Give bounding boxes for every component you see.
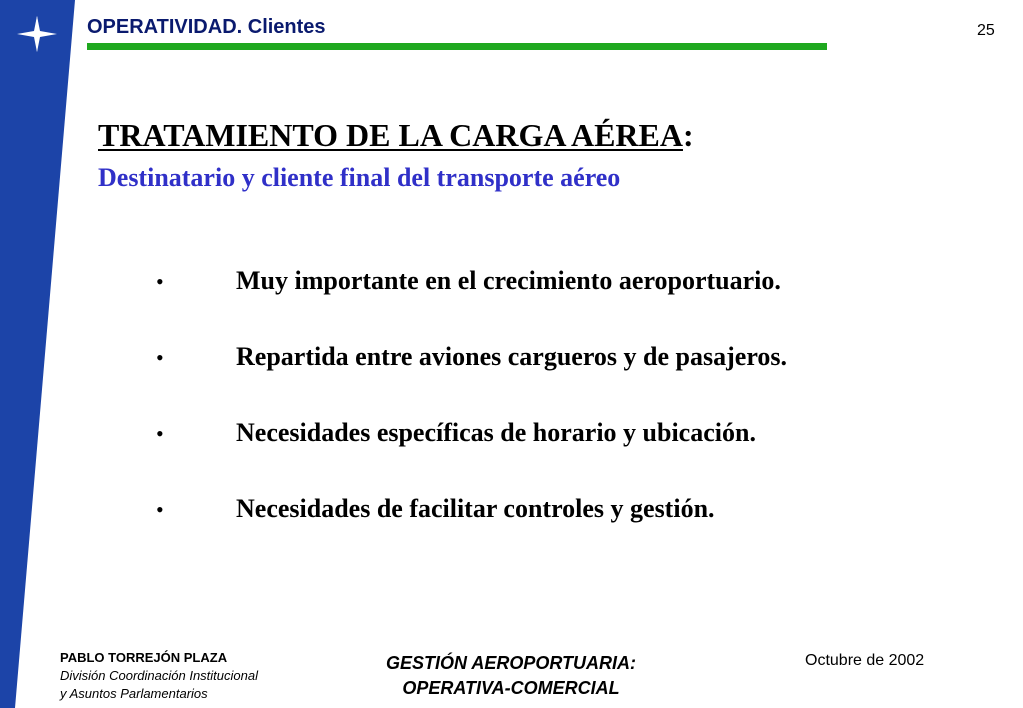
footer-course-title [340, 651, 682, 701]
course-line-1: GESTIÓN AEROPORTUARIA: [385, 653, 636, 673]
bullet-icon: • [156, 421, 164, 446]
bullet-text: Necesidades de facilitar controles y gestión. [236, 494, 715, 523]
bullet-text: Necesidades específicas de horario y ubicación. [236, 418, 756, 447]
list-item [150, 266, 787, 342]
slide-heading-colon: : [682, 117, 694, 153]
slide-subheading: Destinatario y cliente final del transporte aéreo [98, 163, 621, 192]
footer-author [60, 649, 258, 703]
left-blue-band-shape [0, 0, 75, 708]
bullet-icon: • [156, 497, 164, 522]
bullet-text: Muy importante en el crecimiento aeroportuario. [236, 266, 781, 295]
section-title: OPERATIVIDAD. Clientes [87, 16, 326, 38]
bullet-text: Repartida entre aviones cargueros y de pasajeros. [236, 342, 788, 371]
bullet-list [150, 266, 787, 570]
slide-heading-text: TRATAMIENTO DE LA CARGA AÉREA [98, 117, 683, 153]
department-line-2: y Asuntos Parlamentarios [60, 686, 208, 701]
slide-heading [98, 117, 694, 154]
list-item [150, 342, 787, 418]
course-line-2: OPERATIVA-COMERCIAL [402, 678, 620, 698]
list-item [150, 418, 787, 494]
bullet-icon: • [156, 345, 164, 370]
green-divider [87, 43, 827, 50]
list-item [150, 494, 787, 570]
bullet-icon: • [156, 269, 164, 294]
page-number: 25 [977, 22, 995, 39]
aircraft-logo-icon [15, 14, 59, 54]
left-blue-band [0, 0, 80, 708]
author-name: PABLO TORREJÓN PLAZA [60, 650, 228, 665]
department-line-1: División Coordinación Institucional [60, 668, 258, 683]
footer-date: Octubre de 2002 [805, 652, 925, 669]
